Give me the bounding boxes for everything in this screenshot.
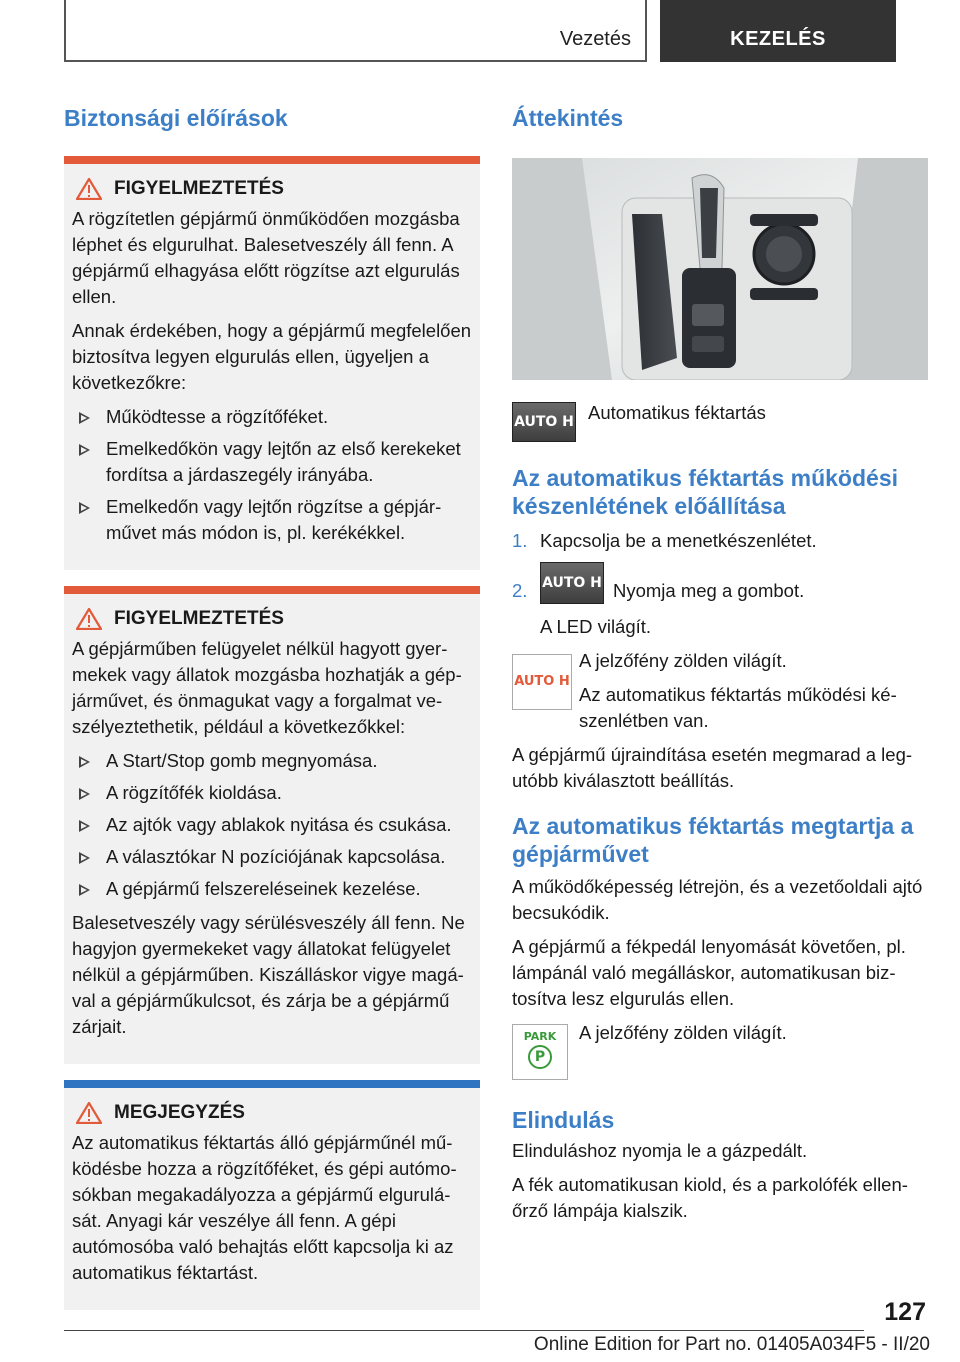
step-number: 2.: [512, 580, 528, 601]
bullet-arrow-icon: [79, 756, 90, 768]
section-title: Vezetés: [559, 28, 631, 50]
list-item: Az ajtók vagy ablakok nyitása és csukása.: [72, 812, 472, 838]
park-indicator-row: [512, 1020, 928, 1090]
warning-bar: [64, 156, 480, 164]
list-item: A rögzítőfék kioldása.: [72, 780, 472, 806]
auto-h-indicator-icon: AUTO H: [512, 654, 572, 710]
warning-triangle-icon: [76, 1102, 102, 1124]
section-tab: [64, 0, 647, 62]
auto-h-row: [512, 402, 928, 448]
bullet-arrow-icon: [79, 820, 90, 832]
list-item: Emelkedőn vagy lejtőn rögzítse a gépjárművet más módon is, pl. kerékékkel.: [72, 494, 472, 546]
step-text: Nyomja meg a gombot.: [613, 580, 805, 601]
start-text: Elinduláshoz nyomja le a gázpedált.: [512, 1140, 808, 1161]
warning-bar: [64, 586, 480, 594]
center-console-image: [512, 158, 928, 380]
warning-title: FIGYELMEZTETÉS: [72, 608, 472, 630]
bullet-arrow-icon: [79, 884, 90, 896]
warning-text: A gépjárműben felügyelet nélkül hagyott gyermekek vagy állatok mozgásba hozhatják a gépjárművet, és önmagukat vagy a forgalmat veszélyeztethetik, például a következőkkel:: [72, 638, 462, 737]
hold-text: A működőképesség létrejön, és a vezetőoldali ajtó becsukódik.: [512, 876, 923, 923]
bullet-arrow-icon: [79, 412, 90, 424]
bullet-arrow-icon: [79, 788, 90, 800]
footer-divider: [64, 1330, 864, 1331]
park-indicator-text: A jelzőfény zölden világít.: [579, 1022, 787, 1043]
park-brake-indicator-icon: PARK P: [512, 1024, 568, 1080]
list-item: Emelkedőkön vagy lejtőn az első kerekeket fordítsa a járdaszegély irányába.: [72, 436, 472, 488]
step-1: [512, 528, 928, 558]
warning-box-1: [64, 156, 480, 570]
warning-triangle-icon: [76, 608, 102, 630]
section-heading-overview: Áttekintés: [512, 105, 624, 131]
right-column: [512, 100, 928, 1232]
warning-text: Annak érdekében, hogy a gépjármű megfelelően biztosítva legyen elgurulás ellen, ügyeljen a következőkre:: [72, 320, 472, 393]
left-column: [64, 100, 480, 1310]
page-number: 127: [884, 1298, 926, 1326]
list-item: Működtesse a rögzítőféket.: [72, 404, 472, 430]
warning-text: A rögzítetlen gépjármű önműködően mozgásba léphet és elgurulhat. Balesetveszély áll fenn. A gépjármű elhagyása előtt rögzítse azt elgurulás ellen.: [72, 208, 460, 307]
hold-text: A gépjármű a fékpedál lenyomását követően, pl. lámpánál való megálláskor, automatikusan biztosítva lesz elgurulás ellen.: [512, 936, 906, 1009]
auto-h-indicator-row: [512, 648, 928, 734]
chapter-title: KEZELÉS: [730, 28, 826, 50]
auto-h-caption: Automatikus féktartás: [588, 402, 766, 423]
chapter-tab: [660, 0, 896, 62]
list-item: A gépjármű felszereléseinek kezelése.: [72, 876, 472, 902]
list-item: A választókar N pozíciójának kapcsolása.: [72, 844, 472, 870]
warning-box-2: [64, 586, 480, 1064]
section-heading-hold: Az automatikus féktartás megtartja a gépjárművet: [512, 813, 914, 867]
restart-text: A gépjármű újraindítása esetén megmarad a legutóbb kiválasztott beállítás.: [512, 744, 913, 791]
warning-title: FIGYELMEZTETÉS: [72, 178, 472, 200]
warning-triangle-icon: [76, 178, 102, 200]
bullet-list: [72, 748, 472, 902]
led-text: A LED világít.: [540, 616, 652, 637]
bullet-arrow-icon: [79, 852, 90, 864]
page-header: [64, 0, 896, 64]
bullet-arrow-icon: [79, 444, 90, 456]
note-bar: [64, 1080, 480, 1088]
indicator-text: Az automatikus féktartás működési készenlétben van.: [579, 684, 897, 731]
note-title: MEGJEGYZÉS: [72, 1102, 472, 1124]
note-text: Az automatikus féktartás álló gépjárműnél működésbe hozza a rögzítőféket, és gépi autómosókban megakadályozza a gépjármű elgurulását. Anyagi kár veszélye áll fenn. A gépi autómosóba való behajtás előtt kapcsolja ki az automatikus féktartást.: [72, 1132, 457, 1283]
auto-h-button-icon: AUTO H: [540, 562, 604, 604]
park-p-symbol: P: [528, 1045, 552, 1069]
step-number: 1.: [512, 530, 528, 551]
bullet-arrow-icon: [79, 502, 90, 514]
section-heading-start: Elindulás: [512, 1107, 615, 1133]
section-heading-activation: Az automatikus féktartás működési készenlétének előállítása: [512, 465, 899, 519]
indicator-text: A jelzőfény zölden világít.: [579, 650, 787, 671]
auto-h-button-icon: AUTO H: [512, 402, 576, 442]
note-box: [64, 1080, 480, 1310]
start-text: A fék automatikusan kiold, és a parkolófék ellenőrző lámpája kialszik.: [512, 1174, 908, 1221]
warning-text: Balesetveszély vagy sérülésveszély áll fenn. Ne hagyjon gyermekeket vagy állatokat felügyelet nélkül a gépjárműben. Kiszálláskor vigye magával a gépjárműkulcsot, és zárja be a gépjármű zárjait.: [72, 912, 465, 1037]
section-heading-safety: Biztonsági előírások: [64, 105, 288, 131]
footer-edition: Online Edition for Part no. 01405A034F5 - II/20: [533, 1334, 930, 1355]
bullet-list: [72, 404, 472, 546]
step-text: Kapcsolja be a menetkészenlétet.: [540, 530, 817, 551]
center-console-photo: [512, 158, 928, 380]
list-item: A Start/Stop gomb megnyomása.: [72, 748, 472, 774]
step-2: [512, 570, 928, 620]
